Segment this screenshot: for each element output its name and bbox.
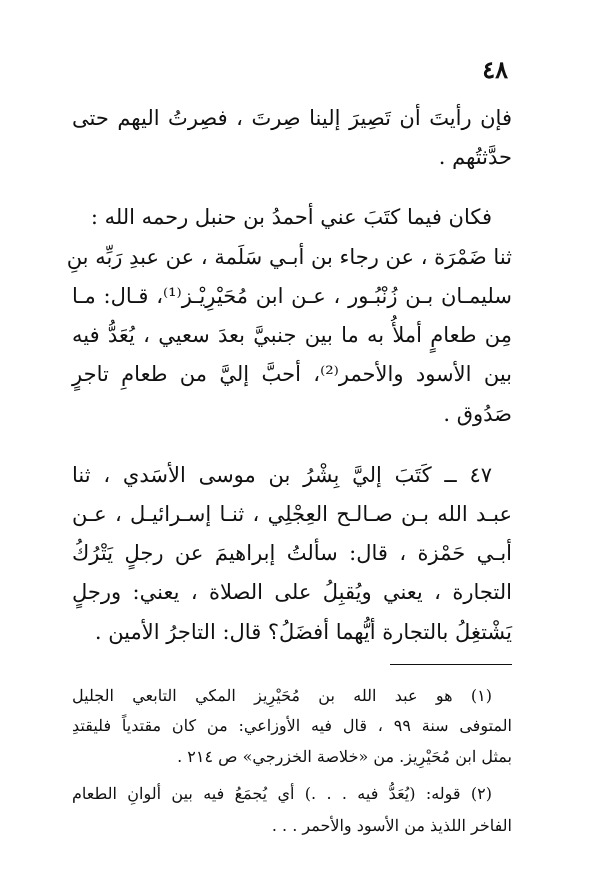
text-line: فكان فيما كتَبَ عني أحمدُ بن حنبل رحمه الله : (90, 205, 492, 229)
footnote-line: (١) هو عبد الله بن مُحَيْرِيز المكي التابعي الجليل (72, 686, 492, 705)
footnote-separator (390, 664, 512, 665)
text-line: حدَّثتُهم . (438, 145, 512, 169)
text-line: أبـي حَمْزة ، قال: سألتُ إبراهيمَ عن رجلٍ يَتْرُكُ (72, 541, 512, 565)
text-line: يَشْتغِلُ بالتجارة أيُّهما أفضَلُ؟ قال: التاجرُ الأمين . (94, 620, 512, 644)
text-line: مِن طعامٍ أملأُ به ما بين جنبيَّ بعدَ سعيي ، يُعَدُّ فيه (72, 323, 512, 347)
text-line: ثنا ضَمْرَة ، عن رجاء بن أبـي سَلَمة ، عن عبدِ رَبِّه بنِ (66, 245, 512, 269)
page-number: ٤٨ (482, 55, 508, 84)
text-line: ٤٧ ــ كَتَبَ إليَّ بِشْرُ بن موسى الأسَدي ، ثنا (72, 463, 492, 487)
footnote-line: بمثل ابن مُحَيْرِيز. من «خلاصة الخزرجي» ص ٢١٤ . (177, 747, 512, 766)
text-line: فإن رأيتَ أن تَصِيرَ إلينا صِرتَ ، فصِرتُ اليهم حتى (72, 106, 512, 130)
footnote-line: المتوفى سنة ٩٩ ، قال فيه الأوزاعي: من كان مقتدياً فليقتدِ (72, 716, 512, 735)
footnote-line: الفاخر اللذيذ من الأسود والأحمر . . . (271, 816, 512, 835)
text-line: التجارة ، يعني ويُقبِلُ على الصلاة ، يعني: ورجلٍ (72, 580, 512, 604)
footnote-line: (٢) قوله: (يُعَدُّ فيه . . .) أي يُجمَعُ فيه بين ألوانِ الطعام (72, 784, 492, 803)
text-line: سليمـان بـن زُنْبُـور ، عـن ابن مُحَيْرِيْـز⁽¹⁾، قـال: مـا (72, 284, 512, 308)
text-line: عبـد الله بـن صـالـح العِجْلِي ، ثنـا إسـرائيـل ، عـن (72, 502, 512, 526)
text-line: صَدُوق . (443, 402, 512, 426)
text-line: بين الأسود والأحمر⁽²⁾، أحبَّ إليَّ من طعامِ تاجرٍ (72, 362, 512, 386)
